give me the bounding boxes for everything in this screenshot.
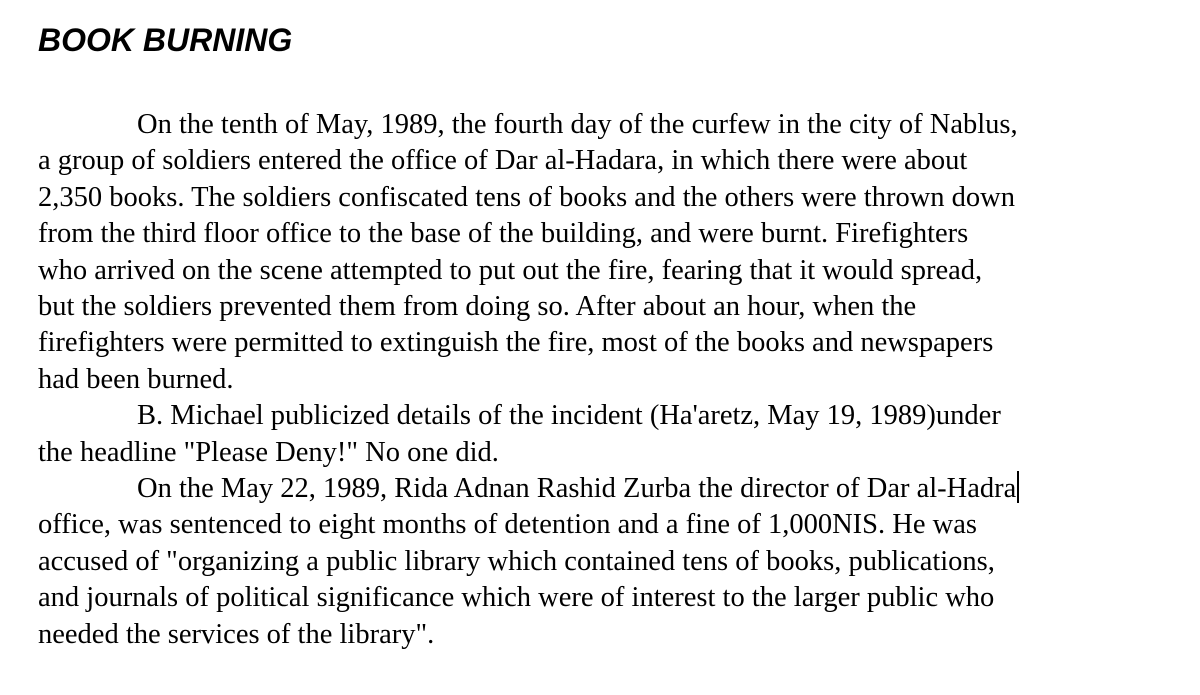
text-line: accused of "organizing a public library which contained tens of books, publications, (38, 545, 995, 577)
text-line: On the tenth of May, 1989, the fourth day of the curfew in the city of Nablus, (137, 109, 1018, 140)
text-line: and journals of political significance which were of interest to the larger public who (38, 582, 995, 614)
document-title: BOOK BURNING (38, 22, 293, 58)
text-line: 2,350 books. The soldiers confiscated tens of books and the others were thrown down (38, 181, 1015, 213)
paragraph-1 (38, 107, 1178, 398)
paragraph-2 (38, 398, 1178, 471)
text-line: firefighters were permitted to extinguish the fire, most of the books and newspapers (38, 327, 994, 359)
document-body[interactable] (38, 107, 1178, 653)
text-line: B. Michael publicized details of the incident (Ha'aretz, May 19, 1989)under (137, 400, 1001, 432)
text-line: from the third floor office to the base of the building, and were burnt. Firefighters (38, 218, 969, 250)
text-line: but the soldiers prevented them from doing so. After about an hour, when the (38, 291, 917, 323)
text-cursor (1017, 471, 1019, 503)
paragraph-3 (38, 471, 1178, 653)
text-line: had been burned. (38, 363, 234, 395)
text-line: office, was sentenced to eight months of detention and a fine of 1,000NIS. He was (38, 509, 977, 541)
text-line: needed the services of the library". (38, 618, 435, 650)
text-line-with-caret (38, 471, 1178, 507)
text-line: On the May 22, 1989, Rida Adnan Rashid Zurba the director of Dar al-Hadra (137, 473, 1017, 505)
text-line: who arrived on the scene attempted to put out the fire, fearing that it would spread, (38, 254, 983, 286)
text-line: the headline "Please Deny!" No one did. (38, 436, 499, 468)
text-line: a group of soldiers entered the office of Dar al-Hadara, in which there were about (38, 145, 968, 177)
